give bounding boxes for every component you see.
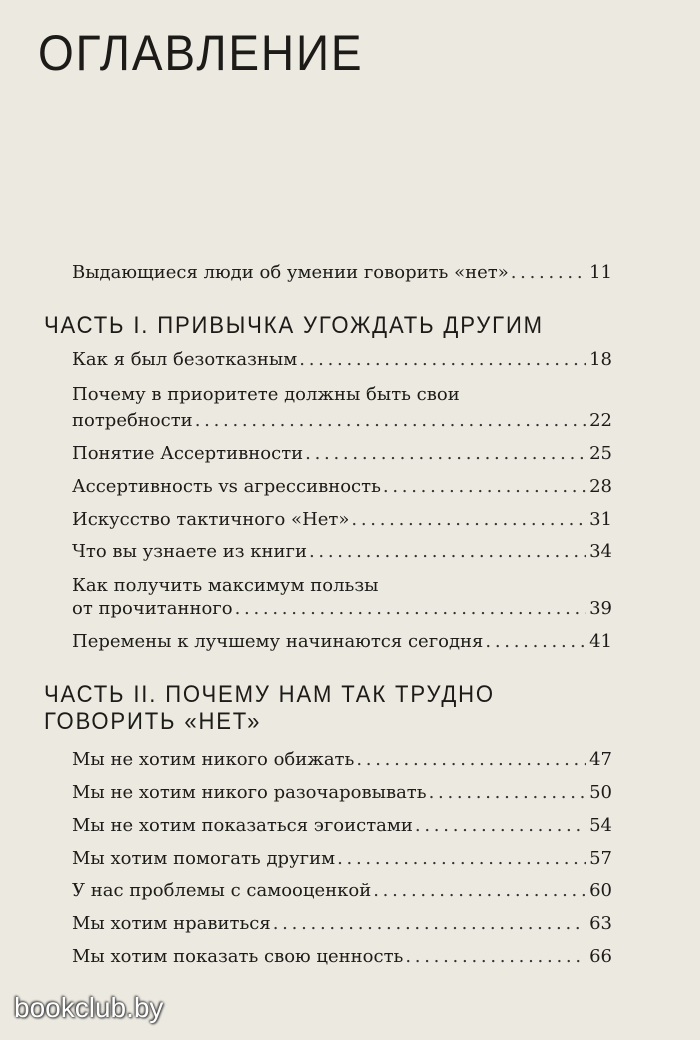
leader-dots — [299, 349, 586, 371]
toc-entry-label: Как я был безотказным — [72, 349, 298, 370]
leader-dots — [309, 541, 586, 563]
toc-entry-label: Мы хотим показать свою ценность — [72, 946, 404, 967]
toc-entry-label: Почему в приоритете должны быть свои — [72, 384, 460, 405]
part-2-title-line: ЧАСТЬ II. ПОЧЕМУ НАМ ТАК ТРУДНО — [44, 681, 495, 708]
leader-dots — [373, 880, 586, 902]
leader-dots — [195, 410, 586, 432]
toc-entry — [72, 575, 612, 620]
leader-dots — [351, 509, 586, 531]
toc-entry-label: Мы не хотим никого разочаровывать — [72, 782, 427, 803]
toc-entry — [72, 541, 612, 563]
toc-entry-label: Мы хотим помогать другим — [72, 848, 336, 869]
toc-page-number: 18 — [589, 349, 612, 370]
toc-entry-label: Как получить максимум пользы — [72, 575, 379, 596]
toc-page-number: 60 — [589, 880, 612, 901]
toc-page-number: 25 — [589, 443, 612, 464]
toc-entry-label: Мы хотим нравиться — [72, 913, 271, 934]
toc-page-number: 34 — [589, 541, 612, 562]
toc-page-number: 57 — [589, 848, 612, 869]
leader-dots — [405, 946, 586, 968]
toc-entry — [72, 782, 612, 804]
toc-entry-label: У нас проблемы с самооценкой — [72, 880, 372, 901]
toc-page-number: 47 — [589, 749, 612, 770]
site-watermark: bookclub.by — [14, 992, 164, 1023]
toc-page-number: 41 — [589, 631, 612, 652]
toc-page-number: 31 — [589, 509, 612, 530]
leader-dots — [383, 476, 586, 498]
toc-entry-label: Мы не хотим показаться эгоистами — [72, 815, 413, 836]
toc-entry — [72, 815, 612, 837]
toc-entry — [72, 384, 612, 432]
toc-entry-label: Искусство тактичного «Нет» — [72, 509, 350, 530]
toc-entry — [72, 349, 612, 371]
toc-entry — [72, 913, 612, 935]
leader-dots — [305, 443, 586, 465]
page-title: ОГЛАВЛЕНИЕ — [38, 25, 364, 81]
toc-page-number: 63 — [589, 913, 612, 934]
leader-dots — [273, 913, 586, 935]
toc-entry — [72, 946, 612, 968]
leader-dots — [485, 631, 586, 653]
toc-entry — [72, 443, 612, 465]
leader-dots — [356, 749, 586, 771]
toc-page-number: 28 — [589, 476, 612, 497]
toc-entry — [72, 848, 612, 870]
toc-page-number: 39 — [589, 598, 612, 619]
leader-dots — [415, 815, 586, 837]
toc-entry-label: от прочитанного — [72, 598, 233, 619]
toc-entry-intro — [72, 262, 612, 284]
toc-entry — [72, 509, 612, 531]
toc-entry — [72, 476, 612, 498]
part-1-title: ЧАСТЬ I. ПРИВЫЧКА УГОЖДАТЬ ДРУГИМ — [44, 312, 544, 339]
toc-entry-label: Ассертивность vs агрессивность — [72, 476, 381, 497]
toc-page-number: 22 — [589, 410, 612, 431]
toc-entry — [72, 749, 612, 771]
toc-entry-label: Мы не хотим никого обижать — [72, 749, 355, 770]
leader-dots — [511, 262, 586, 284]
toc-entry-label: потребности — [72, 410, 193, 431]
toc-page-number: 54 — [589, 815, 612, 836]
toc-entry — [72, 631, 612, 653]
toc-entry-label: Перемены к лучшему начинаются сегодня — [72, 631, 484, 652]
toc-entry-label: Что вы узнаете из книги — [72, 541, 307, 562]
part-2-title-line: ГОВОРИТЬ «НЕТ» — [44, 708, 262, 735]
leader-dots — [235, 598, 586, 620]
toc-entry-label: Выдающиеся люди об умении говорить «нет» — [72, 262, 509, 283]
leader-dots — [337, 848, 586, 870]
toc-entry — [72, 880, 612, 902]
part-2-title — [44, 681, 495, 735]
toc-page-number: 66 — [589, 946, 612, 967]
toc-entry-label: Понятие Ассертивности — [72, 443, 304, 464]
toc-page-number: 50 — [589, 782, 612, 803]
leader-dots — [429, 782, 586, 804]
toc-page-number: 11 — [589, 262, 612, 283]
